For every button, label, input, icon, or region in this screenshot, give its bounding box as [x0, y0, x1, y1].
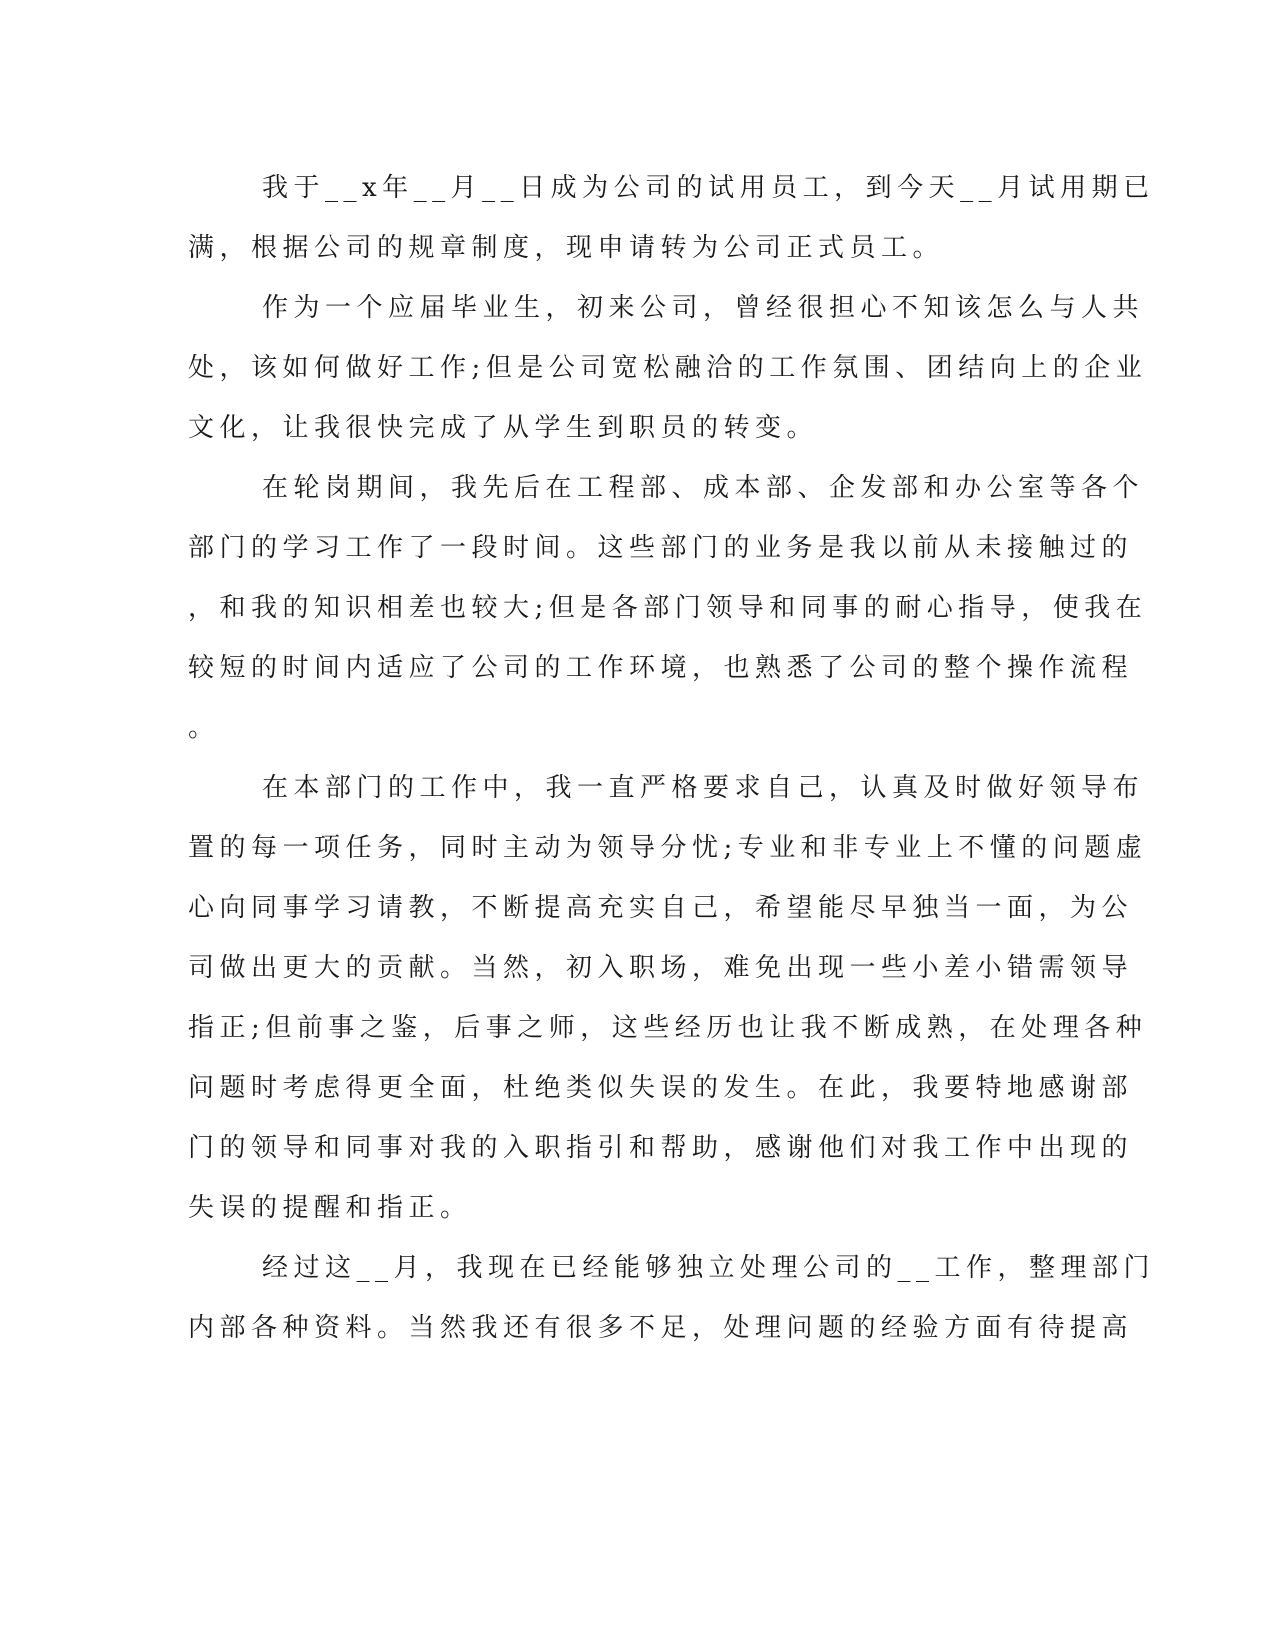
paragraph-2-line-1: 作为一个应届毕业生，初来公司，曾经很担心不知该怎么与人共 — [262, 293, 1145, 323]
paragraph-4-line-5: 指正;但前事之鉴，后事之师，这些经历也让我不断成熟，在处理各种 — [188, 1013, 1148, 1043]
paragraph-3-line-5: 。 — [188, 713, 220, 743]
document-body — [188, 158, 1156, 1358]
paragraph-4-line-2: 置的每一项任务，同时主动为领导分忧;专业和非专业上不懂的问题虚 — [188, 833, 1148, 863]
paragraph-4-line-8: 失误的提醒和指正。 — [188, 1193, 472, 1223]
paragraph-1-line-2: 满，根据公司的规章制度，现申请转为公司正式员工。 — [188, 233, 945, 263]
paragraph-4-line-1: 在本部门的工作中，我一直严格要求自己，认真及时做好领导布 — [262, 773, 1145, 803]
paragraph-5-line-2: 内部各种资料。当然我还有很多不足，处理问题的经验方面有待提高 — [188, 1313, 1134, 1343]
paragraph-3-line-1: 在轮岗期间，我先后在工程部、成本部、企发部和办公室等各个 — [262, 473, 1145, 503]
paragraph-2-line-3: 文化，让我很快完成了从学生到职员的转变。 — [188, 413, 819, 443]
paragraph-4-line-3: 心向同事学习请教，不断提高充实自己，希望能尽早独当一面，为公 — [188, 893, 1134, 923]
paragraph-4-line-7: 门的领导和同事对我的入职指引和帮助，感谢他们对我工作中出现的 — [188, 1133, 1134, 1163]
paragraph-4-line-6: 问题时考虑得更全面，杜绝类似失误的发生。在此，我要特地感谢部 — [188, 1073, 1134, 1103]
paragraph-1-line-1: 我于__x年__月__日成为公司的试用员工，到今天__月试用期已 — [262, 173, 1155, 203]
paragraph-2-line-2: 处，该如何做好工作;但是公司宽松融洽的工作氛围、团结向上的企业 — [188, 353, 1148, 383]
paragraph-5-line-1: 经过这__月，我现在已经能够独立处理公司的__工作，整理部门 — [262, 1253, 1156, 1283]
paragraph-3-line-2: 部门的学习工作了一段时间。这些部门的业务是我以前从未接触过的 — [188, 533, 1134, 563]
paragraph-3-line-3: ，和我的知识相差也较大;但是各部门领导和同事的耐心指导，使我在 — [188, 593, 1148, 623]
paragraph-4-line-4: 司做出更大的贡献。当然，初入职场，难免出现一些小差小错需领导 — [188, 953, 1134, 983]
paragraph-3-line-4: 较短的时间内适应了公司的工作环境，也熟悉了公司的整个操作流程 — [188, 653, 1134, 683]
